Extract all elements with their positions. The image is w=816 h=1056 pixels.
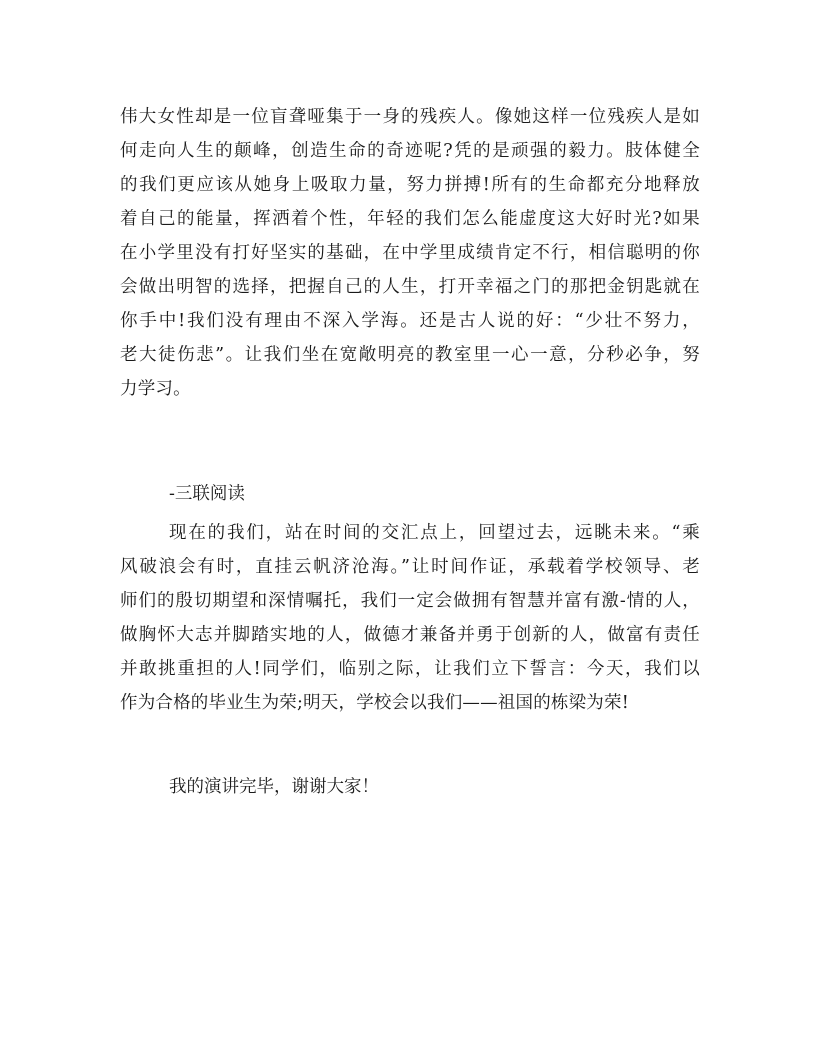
paragraph-1-line: 伟大女性却是一位盲聋哑集于一身的残疾人。像她这样一位残疾人是如 bbox=[120, 107, 700, 127]
paragraph-1-line: 会做出明智的选择，把握自己的人生，打开幸福之门的那把金钥匙就在 bbox=[120, 277, 700, 297]
paragraph-2-line: 做胸怀大志并脚踏实地的人，做德才兼备并勇于创新的人，做富有责任 bbox=[120, 625, 700, 645]
paragraph-2-line: 师们的殷切期望和深情嘱托，我们一定会做拥有智慧并富有激-情的人， bbox=[120, 591, 700, 611]
paragraph-1-line: 力学习。 bbox=[120, 379, 191, 399]
paragraph-1-line: 着自己的能量，挥洒着个性，年轻的我们怎么能虚度这大好时光?如果 bbox=[120, 209, 700, 229]
paragraph-2-line: 现在的我们，站在时间的交汇点上，回望过去，远眺未来。“乘 bbox=[169, 523, 700, 543]
paragraph-1-line: 在小学里没有打好坚实的基础，在中学里成绩肯定不行，相信聪明的你 bbox=[120, 243, 700, 263]
section-label: -三联阅读 bbox=[169, 484, 245, 504]
paragraph-2-line: 风破浪会有时，直挂云帆济沧海。”让时间作证，承载着学校领导、老 bbox=[120, 557, 700, 577]
paragraph-2 bbox=[120, 516, 700, 720]
closing-line: 我的演讲完毕，谢谢大家！ bbox=[169, 777, 379, 797]
paragraph-1-line: 你手中!我们没有理由不深入学海。还是古人说的好：“少壮不努力， bbox=[120, 311, 700, 331]
closing-block bbox=[120, 770, 700, 804]
section-label-block bbox=[120, 477, 700, 511]
paragraph-2-line: 并敢挑重担的人!同学们，临别之际，让我们立下誓言：今天，我们以 bbox=[120, 659, 700, 679]
paragraph-1-line: 何走向人生的颠峰，创造生命的奇迹呢?凭的是顽强的毅力。肢体健全 bbox=[120, 141, 700, 161]
paragraph-2-line: 作为合格的毕业生为荣;明天，学校会以我们——祖国的栋梁为荣! bbox=[120, 693, 629, 713]
paragraph-1 bbox=[120, 100, 700, 406]
paragraph-1-line: 老大徒伤悲”。让我们坐在宽敞明亮的教室里一心一意，分秒必争，努 bbox=[120, 345, 700, 365]
paragraph-1-line: 的我们更应该从她身上吸取力量，努力拼搏!所有的生命都充分地释放 bbox=[120, 175, 700, 195]
